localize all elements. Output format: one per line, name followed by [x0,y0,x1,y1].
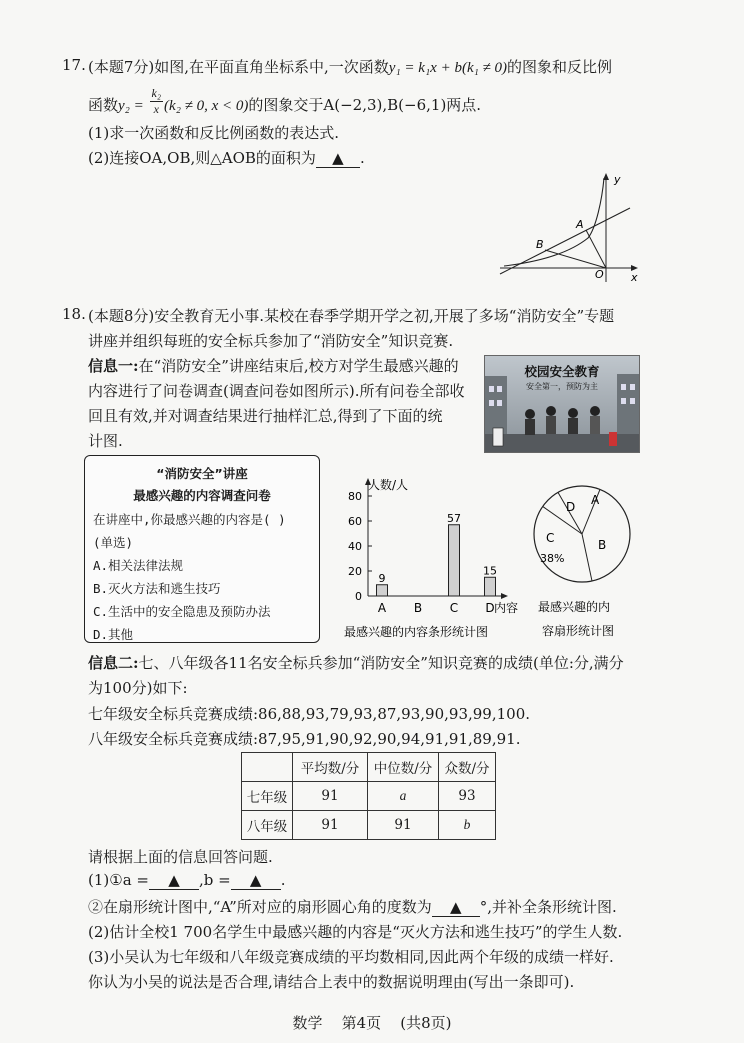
pie-slice-label-b: B [598,538,607,552]
pie-slice-divider [582,534,592,581]
point-b-label: B [536,238,544,251]
table-cell: 91 [293,782,368,811]
table-header-cell: 平均数/分 [293,753,368,782]
pie-slice-label-c: C [546,531,555,545]
bar-a [377,585,388,596]
survey-option-c: C.生活中的安全隐患及预防办法 [93,604,271,619]
table-header-cell [242,753,293,782]
poster-subtitle: 安全第一，预防为主 [526,382,598,391]
q17-coordinate-graph [498,170,648,285]
survey-option-d: D.其他 [93,627,134,642]
bar-y-tick-label: 40 [348,540,362,553]
segment-ob [545,250,606,268]
bar-data-label: 15 [483,564,497,578]
q17-line2: 函数y₂ = $\frac{\text{k₂}}{x}$ (k₂ ≠ 0, x < 0)的图象交于A(−2,3),B(−6,1)两点. [88,86,482,116]
bar-chart [328,470,528,645]
survey-title-1: “消防安全”讲座 [156,466,248,481]
q18-part1: (1)①a = ▲ ,b = ▲ . [88,871,286,889]
table-cell: 91 [368,811,439,840]
poster-illustration [485,356,639,452]
poster-title: 校园安全教育 [524,364,600,379]
linear-function-line [500,208,630,274]
info1-label: 信息一: [88,357,139,375]
table-cell: 七年级 [242,782,293,811]
bar-y-tick-label: 80 [348,490,362,503]
fraction: $\frac{\text{k₂}}{x}$ [151,86,162,116]
q18-number: 18. [62,305,86,323]
info1-line1: 信息一:在“消防安全”讲座结束后,校方对学生最感兴趣的 [88,357,459,375]
bar-y-tick-label: 20 [348,565,362,578]
pie-slice-label-a: A [591,493,600,507]
bar-category-label: B [413,601,423,615]
info2-line1: 信息二:七、八年级各11名安全标兵参加“消防安全”知识竞赛的成绩(单位:分,满分 [88,654,624,672]
pie-slice-divider [543,506,582,534]
q18-line2: 讲座并组织每班的安全标兵参加了“消防安全”知识竞赛. [88,332,454,350]
info2-label: 信息二: [88,654,139,672]
bar-x-axis-arrow-icon [501,593,508,599]
pie-title-line2: 容扇形统计图 [542,624,615,638]
table-cell: b [439,811,496,840]
pie-slice-label-d: D [566,500,576,514]
grade8-scores: 八年级安全标兵竞赛成绩:87,95,91,90,92,90,94,91,91,89,91. [88,730,521,748]
y-axis-label: y [614,173,621,186]
bar-category-label: D [485,601,495,615]
q17-part1: (1)求一次函数和反比例函数的表达式. [88,124,340,142]
q18-part3-line2: 你认为小吴的说法是否合理,请结合上表中的数据说明理由(写出一条即可). [88,973,575,991]
bar-data-label: 9 [378,571,386,585]
table-header-cell: 众数/分 [439,753,496,782]
page-footer: 数学 第4页 (共8页) [292,1014,452,1032]
survey-option-a: A.相关法律法规 [93,558,184,573]
q17-number: 17. [62,56,86,74]
q17-line1: (本题7分)如图,在平面直角坐标系中,一次函数y₁ = k₁x + b(k₁ ≠ 0)的图象和反比例 [88,58,613,76]
survey-title-2: 最感兴趣的内容调查问卷 [133,488,271,503]
pie-chart [528,478,638,643]
x-axis-label: x [631,271,638,284]
bar-category-label: A [377,601,387,615]
table-row [242,811,496,840]
survey-question: 在讲座中,你最感兴趣的内容是( ) [93,512,286,527]
point-a-label: A [576,218,584,231]
table-cell: a [368,782,439,811]
table-cell: 93 [439,782,496,811]
bar-y-tick-label: 60 [348,515,362,528]
info1-line3: 回且有效,并对调查结果进行抽样汇总,得到了下面的统 [88,407,443,425]
origin-label: O [595,268,604,281]
segment-oa [586,230,606,268]
bar-d [485,577,496,596]
table-header-cell: 中位数/分 [368,753,439,782]
table-cell: 91 [293,811,368,840]
q17-part2: (2)连接OA,OB,则△AOB的面积为 ▲ . [88,149,365,167]
q18-part1-2: ②在扇形统计图中,“A”所对应的扇形圆心角的度数为 ▲ °,并补全条形统计图. [88,898,617,916]
info2-line2: 为100分)如下: [88,679,188,697]
table-header-row [242,753,496,782]
info1-line2: 内容进行了问卷调查(调查问卷如图所示).所有问卷全部收 [88,382,465,400]
table-row [242,782,496,811]
campus-safety-poster [484,355,640,453]
survey-option-b: B.灭火方法和逃生技巧 [93,581,221,596]
survey-questionnaire [84,455,320,643]
pie-percent-label: 38% [540,552,565,565]
q18-ask: 请根据上面的信息回答问题. [88,848,273,866]
bar-chart-title: 最感兴趣的内容条形统计图 [344,625,489,639]
bar-c [449,525,460,596]
bar-category-label: C [449,601,459,615]
q18-part2: (2)估计全校1 700名学生中最感兴趣的内容是“灭火方法和逃生技巧”的学生人数. [88,923,623,941]
table-cell: 八年级 [242,811,293,840]
survey-single-choice: (单选) [93,535,134,550]
q18-part3-line1: (3)小吴认为七年级和八年级竞赛成绩的平均数相同,因此两个年级的成绩一样好. [88,948,614,966]
bar-y-tick-label: 0 [355,590,362,603]
score-stats-table [241,752,496,840]
pie-title-line1: 最感兴趣的内 [538,600,611,614]
grade7-scores: 七年级安全标兵竞赛成绩:86,88,93,79,93,87,93,90,93,99,100. [88,705,531,723]
bar-data-label: 57 [447,511,461,525]
info1-line4: 计图. [88,432,123,450]
bar-y-label: 人数/人 [368,478,409,492]
q18-line1: (本题8分)安全教育无小事.某校在春季学期开学之初,开展了多场“消防安全”专题 [88,307,615,325]
bar-x-label: 内容 [494,601,519,615]
